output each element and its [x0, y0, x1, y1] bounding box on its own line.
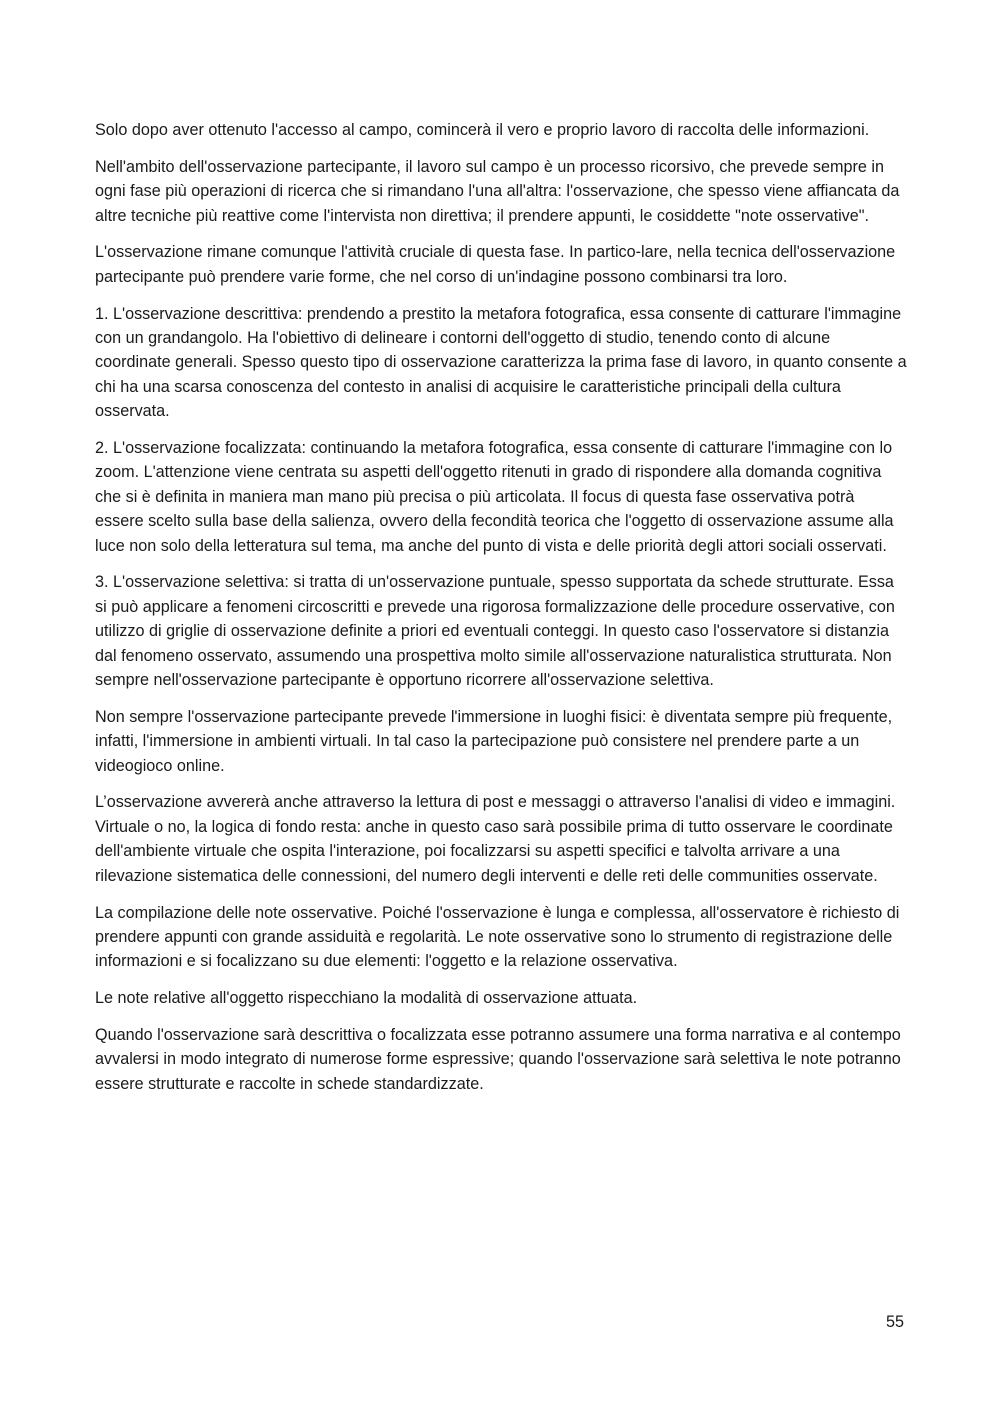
paragraph-selective-observation: 3. L'osservazione selettiva: si tratta di un'osservazione puntuale, spesso supportata da schede strutturate. Essa si può applicare a fenomeni circoscritti e prevede una rigorosa formalizzazione delle procedure osservative, con utilizzo di griglie di osservazione definite a priori ed eventuali conteggi. In questo caso l'osservatore si distanzia dal fenomeno osservato, assumendo una prospettiva molto simile all'osservazione naturalistica strutturata. Non sempre nell'osservazione partecipante è opportuno ricorrere all'osservazione selettiva.: [95, 573, 895, 690]
paragraph-virtual-environments: Non sempre l'osservazione partecipante prevede l'immersione in luoghi fisici: è diventata sempre più frequente, infatti, l'immersione in ambienti virtuali. In tal caso la partecipazione può consistere nel prendere parte a un videogioco online.: [95, 707, 893, 775]
paragraph-access-field: Solo dopo aver ottenuto l'accesso al campo, comincerà il vero e proprio lavoro di raccolta delle informazioni.: [95, 121, 870, 139]
paragraph-object-notes: Le note relative all'oggetto rispecchiano la modalità di osservazione attuata.: [95, 989, 638, 1008]
paragraph-fieldwork-recursive: Nell'ambito dell'osservazione partecipante, il lavoro sul campo è un processo ricorsivo, che prevede sempre in ogni fase più operazioni di ricerca che si rimandano l'una all'altra: l'osservazione, che spesso viene affiancata da altre tecniche più reattive come l'intervista non direttiva; il prendere appunti, le cosiddette "note osservative".: [95, 157, 900, 225]
page-number: 55: [885, 1313, 904, 1331]
paragraph-online-observation: L’osservazione avvererà anche attraverso la lettura di post e messaggi o attraverso l'analisi di video e immagini. Virtuale o no, la logica di fondo resta: anche in questo caso sarà possibile prima di tutto osservare le coordinate dell'ambiente virtuale che ospita l'interazione, poi focalizzarsi su aspetti specifici e talvolta arrivare a una rilevazione sistematica delle connessioni, del numero degli interventi e delle reti delle communities osservate.: [95, 793, 896, 885]
paragraph-note-forms: Quando l'osservazione sarà descrittiva o focalizzata esse potranno assumere una forma narrativa e al contempo avvalersi in modo integrato di numerose forme espressive; quando l'osservazione sarà selettiva le note potranno essere strutturate e raccolte in schede standardizzate.: [95, 1025, 901, 1093]
paragraph-descriptive-observation: 1. L'osservazione descrittiva: prendendo a prestito la metafora fotografica, essa consente di catturare l'immagine con un grandangolo. Ha l'obiettivo di delineare i contorni dell'oggetto di studio, tenendo conto di alcune coordinate generali. Spesso questo tipo di osservazione caratterizza la prima fase di lavoro, in quanto consente a chi ha una scarsa conoscenza del contesto in analisi di acquisire le caratteristiche principali della cultura osservata.: [95, 304, 907, 421]
paragraph-observation-notes: La compilazione delle note osservative. Poiché l'osservazione è lunga e complessa, all'osservatore è richiesto di prendere appunti con grande assiduità e regolarità. Le note osservative sono lo strumento di registrazione delle informazioni e si focalizzano su due elementi: l'oggetto e la relazione osservativa.: [95, 903, 900, 971]
paragraph-focused-observation: 2. L'osservazione focalizzata: continuando la metafora fotografica, essa consente di catturare l'immagine con lo zoom. L'attenzione viene centrata su aspetti dell'oggetto ritenuti in grado di rispondere alla domanda cognitiva che si è definita in maniera man mano più precisa o più articolata. Il focus di questa fase osservativa potrà essere scelto sulla base della salienza, ovvero della fecondità teorica che l'oggetto di osservazione assume alla luce non solo della letteratura sul tema, ma anche del punto di vista e delle priorità degli attori sociali osservati.: [95, 439, 894, 555]
document-body: [95, 118, 907, 1109]
paragraph-observation-crucial: L'osservazione rimane comunque l'attività cruciale di questa fase. In partico-lare, nella tecnica dell'osservazione partecipante può prendere varie forme, che nel corso di un'indagine possono combinarsi tra loro.: [95, 243, 896, 286]
